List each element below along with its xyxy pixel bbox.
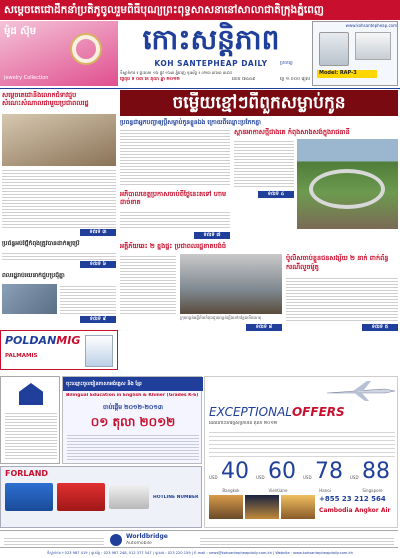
forland-hotline: HOTLINE NUMBER <box>153 495 199 500</box>
worldbridge-sub: Automobile <box>126 541 152 546</box>
school-ad-header <box>63 377 203 391</box>
poldan-brand-text-2: MIG <box>56 334 80 347</box>
left-brief-1-body <box>2 251 116 261</box>
main-headline-bar <box>120 90 398 116</box>
center-story-body <box>120 254 176 314</box>
poldan-ad[interactable] <box>0 330 118 370</box>
left-column <box>0 90 118 350</box>
price-box-3[interactable] <box>303 459 347 487</box>
left-story-page[interactable]: ទំព័រទី ៣ <box>80 229 116 236</box>
main-story-subhead: ប្រពន្ធជាអ្នកបញ្ជាឲ្យប្ដីសម្លាប់កូនខ្លួនឯង ក្រោយពីឈ្លោះប្រកែកគ្នា <box>120 119 261 126</box>
second-story-headline: ស្ពានអាកាសថ្មីជាងគេ កំពុងសាងសង់ក្នុងរាជធានី <box>234 128 350 136</box>
school-ad[interactable] <box>62 376 202 464</box>
offers-airline: Cambodia Angkor Air <box>319 507 391 514</box>
offers-title-plain: EXCEPTIONAL <box>209 405 292 419</box>
truck-image-1 <box>5 483 53 511</box>
price-4-currency: USD <box>350 475 359 480</box>
flyover-photo <box>297 139 398 229</box>
bottom-right-story-page[interactable]: ទំព័រទី ៥ <box>362 324 398 331</box>
price-box-1[interactable] <box>209 459 253 487</box>
offers-title <box>209 405 349 419</box>
left-story-body <box>2 168 116 228</box>
fire-photo <box>180 254 282 314</box>
price-2-amount: 60 <box>268 459 296 484</box>
middle-story-body-2 <box>120 210 230 230</box>
left-brief-2-body <box>60 284 116 314</box>
temple-photo <box>209 495 243 519</box>
poldan-product-image <box>85 335 113 367</box>
top-banner-headline: សម្ដេចតេជោដឹកនាំប្រតិភូចូលរួមពិធីបុណ្យព្រះពុទ្ធសាសនានៅសាលាជាតិក្រុងភ្នំពេញ <box>4 4 324 16</box>
price-4-amount: 88 <box>362 459 390 484</box>
worldbridge-body <box>4 536 104 545</box>
left-brief-1-title: ប្រព័ន្ធអប់រំថ្មីកំពុងត្រូវបានដាក់ឲ្យប្រើ <box>2 240 80 247</box>
center-story <box>120 242 398 342</box>
pagoda-photo <box>281 495 315 519</box>
middle-story-page[interactable]: ទំព័រទី ៧ <box>194 232 230 239</box>
forland-brand: FORLAND <box>5 469 49 478</box>
center-story-headline: អគ្គីភ័យឆេះ ២ ខ្នងផ្ទះ ប្រជាពលរដ្ឋខាតបង់ធំ <box>120 242 227 250</box>
worldbridge-ad[interactable] <box>0 530 398 548</box>
masthead-issue: លេខ ៧៤៤៩ <box>232 77 256 82</box>
dest-4: Singapore <box>362 488 383 493</box>
second-story-page[interactable]: ទំព័រទី ៤ <box>258 191 294 198</box>
jewelry-ad-brand: ម៉ូដ ស៊ុម <box>4 26 37 37</box>
appliance-image <box>319 32 349 66</box>
left-brief-2-page[interactable]: ទំព័រទី ៩ <box>80 316 116 323</box>
school-ad-english: Bilingual Education in English & Khmer (Grades K-6) <box>66 393 199 398</box>
worldbridge-body-2 <box>200 536 394 545</box>
school-ad-body <box>5 411 57 461</box>
school-logo-icon <box>19 383 43 405</box>
left-brief-2-photo <box>2 284 57 314</box>
center-story-page[interactable]: ទំព័រទី ៨ <box>246 324 282 331</box>
masthead-meta: ទីស្នាក់ការ ៖ ផ្ទះលេខ ១៦ ផ្លូវ ១៦៣ ភ្នំពេញ ទូរស័ព្ទ ៖ ០២៣ ៣៦៣ ៣៩៥ <box>120 70 232 75</box>
masthead-side-small: ប្រចាំថ្ងៃ <box>280 61 293 66</box>
top-banner <box>0 0 400 20</box>
dest-2: Vientiane <box>268 488 288 493</box>
airplane-icon <box>325 379 397 403</box>
offers-title-bold: OFFERS <box>291 405 345 419</box>
appliance-image-2 <box>355 32 391 60</box>
poldan-name: PALMAMIS <box>5 353 38 359</box>
price-3-currency: USD <box>303 475 312 480</box>
masthead-title-khmer: កោះសន្តិភាព <box>142 23 280 56</box>
flyover-road-icon <box>309 169 385 209</box>
price-3-amount: 78 <box>315 459 343 484</box>
bottom-right-story-headline: ប៉ូលិសចាប់ខ្លួនជនសង្ស័យ ២ នាក់ ពាក់ព័ន្ធករណីលួចម៉ូតូ <box>286 254 389 271</box>
middle-story-headline: អភិបាលខេត្តប្រកាសចាប់ពីថ្ងៃនេះតទៅ ហាមដាច់ខាត <box>120 190 227 206</box>
second-story-body <box>234 139 294 189</box>
bottom-right-story-body <box>286 276 398 322</box>
offers-line1: ជើងហោះហើរថ្មីសម្រាប់ខែ តុលា ២០១២ <box>209 421 278 426</box>
school-ad-heading: ចុះឈ្មោះចូលរៀនភាសាអង់គ្លេស និង ខ្មែរ <box>66 381 142 387</box>
left-story-headline: សម្ដេចតេជោនិងលោកជំទាវជួបសំណេះសំណាលជាមួយប្រជាពលរដ្ឋ <box>2 91 89 107</box>
poldan-brand-text: POLDAN <box>5 334 57 347</box>
worldbridge-brand: Worldbridge <box>126 533 168 540</box>
poldan-brand <box>5 334 80 347</box>
truck-image-3 <box>109 485 149 509</box>
jewelry-ad[interactable] <box>0 21 118 86</box>
school-ad-date-label: ចាប់ផ្ដើម ២០១២-២០១៣ <box>103 404 163 411</box>
offers-body <box>209 429 395 457</box>
left-brief-1-page[interactable]: ទំព័រទី ៦ <box>80 261 116 268</box>
city-photo <box>245 495 279 519</box>
price-2-currency: USD <box>256 475 265 480</box>
school-ad-big-date: ០១ តុលា ២០១២ <box>90 415 176 429</box>
price-1-amount: 40 <box>221 459 249 484</box>
destinations-row <box>209 488 395 495</box>
school-ad-logo <box>0 376 60 464</box>
dest-1: Bangkok <box>222 488 240 493</box>
truck-image-2 <box>57 483 105 511</box>
left-story-photo <box>2 114 116 166</box>
main-story-headline: ចម្លើយខ្មៅៗពីពួកសម្លាប់កូន <box>172 93 346 113</box>
price-row <box>209 459 395 487</box>
offers-phone[interactable]: +855 23 212 564 <box>319 495 386 503</box>
masthead-date: ថ្ងៃពុធ ទី ០៣ ខែ តុលា ឆ្នាំ ២០១២ <box>120 77 180 82</box>
worldbridge-logo-icon <box>110 534 122 546</box>
school-ad-body <box>67 433 199 461</box>
middle-story-body <box>120 128 230 186</box>
ring-icon <box>72 35 100 63</box>
left-brief-2-title: ពលរដ្ឋរាប់រយនាក់ជួបប្រជុំគ្នា <box>2 272 65 279</box>
dest-3: Hanoi <box>319 488 331 493</box>
second-story <box>234 128 398 240</box>
appliance-ad[interactable] <box>312 21 398 86</box>
exceptional-offers-ad[interactable] <box>204 376 398 528</box>
price-1-currency: USD <box>209 475 218 480</box>
price-box-4[interactable] <box>350 459 395 487</box>
jewelry-ad-sub: Jewelry Collection <box>4 75 49 81</box>
masthead <box>120 21 310 86</box>
masthead-price: ថ្លៃ ១.០០០ រៀល <box>279 77 310 82</box>
masthead-divider <box>0 88 400 89</box>
masthead-title-latin: KOH SANTEPHEAP DAILY <box>154 59 268 68</box>
footer: ទីស្នាក់ការ ៖ 023 987 419 | ទូរស័ព្ទ : 023 987 248, 012 377 547 | ទូរសារ : 023 220 159 | E-mail : news@kohsantepheapdaily.com.kh | Website : www.kohsantepheapdaily.com.kh <box>47 551 353 555</box>
forland-ad[interactable] <box>0 466 202 528</box>
appliance-ad-website: www.kohsantepheap.com <box>345 23 397 28</box>
price-box-2[interactable] <box>256 459 300 487</box>
appliance-ad-model: Model: RAP-3 <box>317 70 377 78</box>
fire-photo-caption: ក្រុមពន្លត់អគ្គីភ័យកំពុងជួយពន្លត់ភ្លើងនៅកន្លែងកើតហេតុ <box>180 315 262 320</box>
